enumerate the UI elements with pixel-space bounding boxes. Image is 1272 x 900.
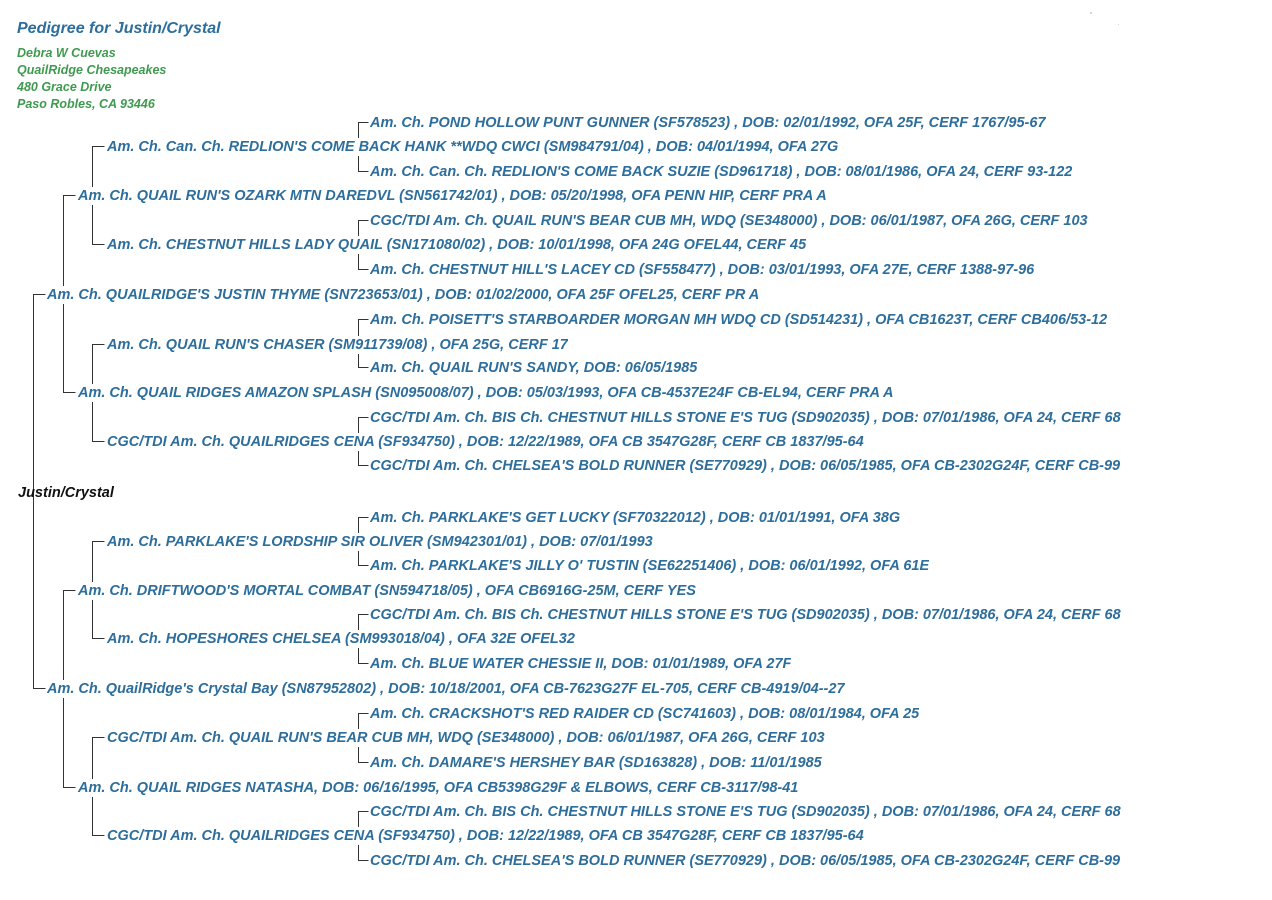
- subject-name: Justin/Crystal: [18, 485, 114, 501]
- pedigree-entry-dam-dss: Am. Ch. CRACKSHOT'S RED RAIDER CD (SC741603) , DOB: 08/01/1984, OFA 25: [370, 706, 920, 722]
- street-address: 480 Grace Drive: [17, 80, 112, 94]
- pedigree-entry-dam-ss: Am. Ch. PARKLAKE'S LORDSHIP SIR OLIVER (SM942301/01) , DOB: 07/01/1993: [107, 534, 653, 550]
- pedigree-entry-sdd: Am. Ch. CHESTNUT HILL'S LACEY CD (SF558477) , DOB: 03/01/1993, OFA 27E, CERF 1388-97-96: [370, 262, 1035, 278]
- owner-name: Debra W Cuevas: [17, 46, 116, 60]
- pedigree-entry-ss: Am. Ch. Can. Ch. REDLION'S COME BACK HANK **WDQ CWCI (SM984791/04) , DOB: 04/01/1994, OFA 27G: [107, 139, 839, 155]
- pedigree-entry-dam-sd: Am. Ch. HOPESHORES CHELSEA (SM993018/04) , OFA 32E OFEL32: [107, 631, 575, 647]
- pedigree-entry-dss: Am. Ch. POISETT'S STARBOARDER MORGAN MH WDQ CD (SD514231) , OFA CB1623T, CERF CB406/53-12: [370, 312, 1108, 328]
- pedigree-entry-dsd: Am. Ch. QUAIL RUN'S SANDY, DOB: 06/05/1985: [370, 360, 698, 376]
- pedigree-entry-ddd: CGC/TDI Am. Ch. CHELSEA'S BOLD RUNNER (SE770929) , DOB: 06/05/1985, OFA CB-2302G24F, CERF CB-99: [370, 458, 1121, 474]
- page-title: Pedigree for Justin/Crystal: [17, 20, 221, 37]
- pedigree-entry-sire: Am. Ch. QUAILRIDGE'S JUSTIN THYME (SN723653/01) , DOB: 01/02/2000, OFA 25F OFEL25, CERF PR A: [47, 287, 760, 303]
- pedigree-entry-dam-dsd: Am. Ch. DAMARE'S HERSHEY BAR (SD163828) , DOB: 11/01/1985: [370, 755, 822, 771]
- pedigree-entry-sds: CGC/TDI Am. Ch. QUAIL RUN'S BEAR CUB MH, WDQ (SE348000) , DOB: 06/01/1987, OFA 26G, CERF 103: [370, 213, 1088, 229]
- pedigree-entry-dam-ddd: CGC/TDI Am. Ch. CHELSEA'S BOLD RUNNER (SE770929) , DOB: 06/05/1985, OFA CB-2302G24F, CERF CB-99: [370, 853, 1121, 869]
- pedigree-entry-ds: Am. Ch. QUAIL RUN'S CHASER (SM911739/08) , OFA 25G, CERF 17: [107, 337, 568, 353]
- pedigree-entry-s-dam: Am. Ch. QUAIL RIDGES AMAZON SPLASH (SN095008/07) , DOB: 05/03/1993, OFA CB-4537E24F CB-EL94, CERF PRA A: [78, 385, 894, 401]
- pedigree-entry-dam-dds: CGC/TDI Am. Ch. BIS Ch. CHESTNUT HILLS STONE E'S TUG (SD902035) , DOB: 07/01/1986, OFA 24, CERF 68: [370, 804, 1121, 820]
- city-state-zip: Paso Robles, CA 93446: [17, 97, 155, 111]
- pedigree-entry-dam-ds: CGC/TDI Am. Ch. QUAIL RUN'S BEAR CUB MH, WDQ (SE348000) , DOB: 06/01/1987, OFA 26G, CERF 103: [107, 730, 825, 746]
- pedigree-entry-dam-sss: Am. Ch. PARKLAKE'S GET LUCKY (SF70322012) , DOB: 01/01/1991, OFA 38G: [370, 510, 901, 526]
- pedigree-entry-dam-dd: CGC/TDI Am. Ch. QUAILRIDGES CENA (SF934750) , DOB: 12/22/1989, OFA CB 3547G28F, CERF CB 1837/95-64: [107, 828, 864, 844]
- pedigree-entry-d-sire: Am. Ch. DRIFTWOOD'S MORTAL COMBAT (SN594718/05) , OFA CB6916G-25M, CERF YES: [78, 583, 696, 599]
- pedigree-entry-dam-sdd: Am. Ch. BLUE WATER CHESSIE II, DOB: 01/01/1989, OFA 27F: [370, 656, 792, 672]
- pedigree-entry-dd: CGC/TDI Am. Ch. QUAILRIDGES CENA (SF934750) , DOB: 12/22/1989, OFA CB 3547G28F, CERF CB 1837/95-64: [107, 434, 864, 450]
- pedigree-entry-ssd: Am. Ch. Can. Ch. REDLION'S COME BACK SUZIE (SD961718) , DOB: 08/01/1986, OFA 24, CERF 93-122: [370, 164, 1073, 180]
- pedigree-entry-d-dam: Am. Ch. QUAIL RIDGES NATASHA, DOB: 06/16/1995, OFA CB5398G29F & ELBOWS, CERF CB-3117/98-41: [78, 780, 799, 796]
- pedigree-entry-dam-sds: CGC/TDI Am. Ch. BIS Ch. CHESTNUT HILLS STONE E'S TUG (SD902035) , DOB: 07/01/1986, OFA 24, CERF 68: [370, 607, 1121, 623]
- pedigree-entry-sd: Am. Ch. CHESTNUT HILLS LADY QUAIL (SN171080/02) , DOB: 10/01/1998, OFA 24G OFEL44, CERF 45: [107, 237, 807, 253]
- scan-speck: [1118, 24, 1119, 25]
- pedigree-entry-sss: Am. Ch. POND HOLLOW PUNT GUNNER (SF578523) , DOB: 02/01/1992, OFA 25F, CERF 1767/95-67: [370, 115, 1046, 131]
- kennel-name: QuailRidge Chesapeakes: [17, 63, 167, 77]
- scan-speck: [1090, 12, 1092, 14]
- pedigree-entry-dam: Am. Ch. QuailRidge's Crystal Bay (SN87952802) , DOB: 10/18/2001, OFA CB-7623G27F EL-705, CERF CB-4919/04--27: [47, 681, 845, 697]
- pedigree-entry-dds: CGC/TDI Am. Ch. BIS Ch. CHESTNUT HILLS STONE E'S TUG (SD902035) , DOB: 07/01/1986, OFA 24, CERF 68: [370, 410, 1121, 426]
- pedigree-entry-dam-ssd: Am. Ch. PARKLAKE'S JILLY O' TUSTIN (SE62251406) , DOB: 06/01/1992, OFA 61E: [370, 558, 930, 574]
- pedigree-entry-s-sire: Am. Ch. QUAIL RUN'S OZARK MTN DAREDVL (SN561742/01) , DOB: 05/20/1998, OFA PENN HIP, CERF PRA A: [78, 188, 827, 204]
